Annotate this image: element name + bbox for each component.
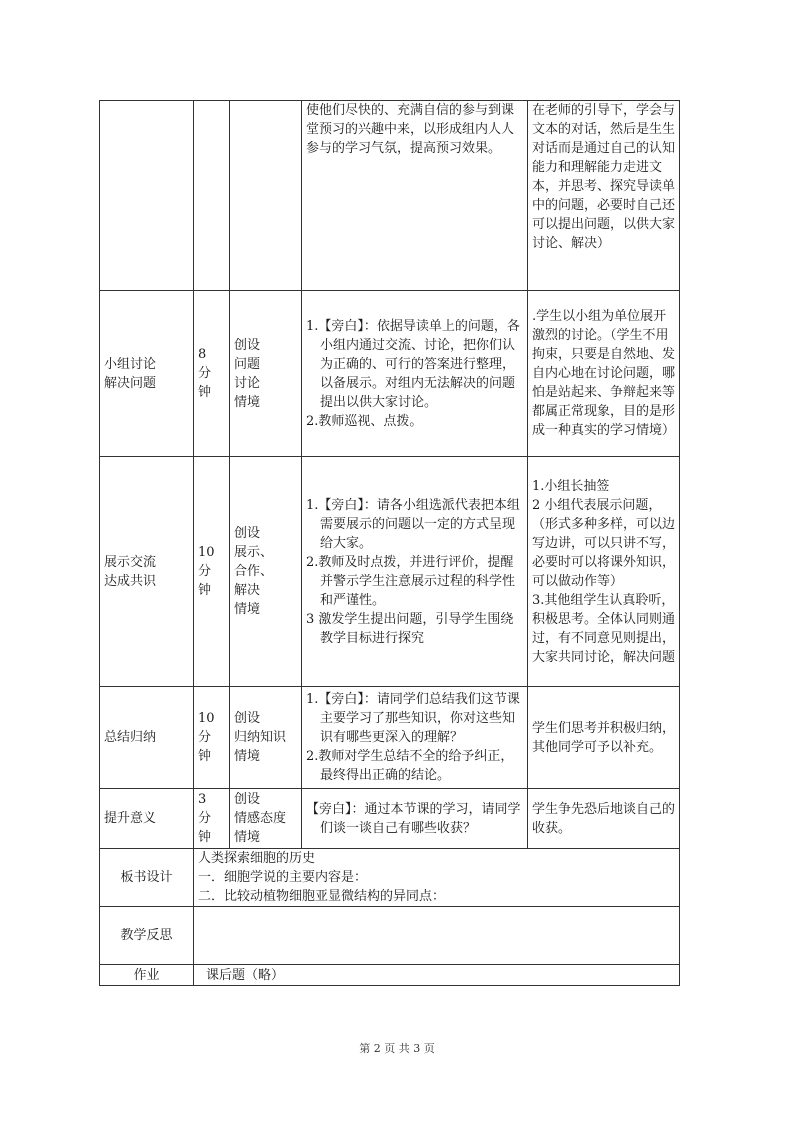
time-cell-text: 10 分 钟 bbox=[198, 545, 215, 598]
student-activity-item: 学生争先恐后地谈自己的收获。 bbox=[532, 801, 676, 836]
lesson-row bbox=[100, 687, 680, 789]
board-line: 二．比较动植物细胞亚显微结构的异同点： bbox=[198, 889, 446, 904]
teacher-activity-item: 2.教师巡视、点拨。 bbox=[306, 413, 423, 429]
teacher-activity-item: 3 激发学生提出问题，引导学生围绕教学目标进行探究 bbox=[306, 611, 514, 646]
teacher-activity-cell bbox=[302, 457, 528, 687]
student-activity-item: 学生们思考并积极归纳，其他同学可予以补充。 bbox=[532, 720, 676, 755]
lesson-plan-table bbox=[99, 100, 680, 986]
phase-cell-text: 提升意义 bbox=[104, 811, 157, 826]
time-cell bbox=[194, 291, 230, 457]
method-cell-text: 创设 情感态度 情境 bbox=[234, 792, 287, 845]
student-activity-item: 1.小组长抽签 bbox=[532, 478, 610, 494]
board-design-label: 板书设计 bbox=[100, 849, 194, 907]
method-cell-text: 创设 展示、 合作、 解决 情境 bbox=[234, 526, 274, 617]
phase-cell bbox=[100, 457, 194, 687]
page-footer: 第 2 页 共 3 页 bbox=[359, 1042, 435, 1055]
student-activity-cell bbox=[528, 687, 680, 789]
teacher-activity-item: 1.【旁白】：请同学们总结我们这节课主要学习了那些知识，你对这些知识有哪些更深入的理解？ bbox=[306, 692, 520, 745]
phase-cell-text: 总结归纳 bbox=[104, 730, 157, 745]
student-activity-item: 2 小组代表展示问题，（形式多种多样，可以边写边讲，可以只讲不写，必要时可以将课外知识，可以做动作等） bbox=[532, 497, 676, 589]
teacher-activity-item: 1.【旁白】：请各小组选派代表把本组需要展示的问题以一定的方式呈现给大家。 bbox=[306, 497, 520, 551]
phase-cell-text: 展示交流 达成共识 bbox=[104, 554, 157, 589]
method-cell-text: 创设 归纳知识 情境 bbox=[234, 711, 287, 764]
method-cell bbox=[230, 101, 302, 291]
teacher-activity-cell bbox=[302, 291, 528, 457]
board-line: 人类探索细胞的历史 bbox=[198, 851, 316, 866]
reflection-label: 教学反思 bbox=[100, 907, 194, 965]
method-cell bbox=[230, 789, 302, 849]
time-cell-text: 3 分 钟 bbox=[198, 792, 212, 845]
time-cell bbox=[194, 789, 230, 849]
lesson-row bbox=[100, 789, 680, 849]
reflection-row bbox=[100, 907, 680, 965]
phase-cell bbox=[100, 687, 194, 789]
board-design-content bbox=[194, 849, 680, 907]
student-activity-cell bbox=[528, 291, 680, 457]
teacher-activity-item: 【旁白】：通过本节课的学习，请同学们谈一谈自己有哪些收获？ bbox=[306, 801, 521, 836]
time-cell-text: 8 分 钟 bbox=[198, 347, 212, 400]
student-activity-item: .学生以小组为单位展开激烈的讨论。（学生不用拘束，只要是自然地、发自内心地在讨论问题，哪怕是站起来、争辩起来等都属正常现象，目的是形成一种真实的学习情境） bbox=[532, 309, 676, 438]
homework-content: 课后题（略） bbox=[194, 965, 680, 986]
method-cell bbox=[230, 457, 302, 687]
time-cell bbox=[194, 101, 230, 291]
reflection-content bbox=[194, 907, 680, 965]
teacher-activity-item: 2.教师对学生总结不全的给予纠正，最终得出正确的结论。 bbox=[306, 749, 514, 783]
student-activity-item: 3.其他组学生认真聆听，积极思考。全体认同则通过，有不同意见则提出，大家共同讨论，解决问题 bbox=[532, 592, 676, 665]
student-activity-cell bbox=[528, 457, 680, 687]
phase-cell-text: 小组讨论 解决问题 bbox=[104, 356, 157, 391]
teacher-activity-cell bbox=[302, 101, 528, 291]
phase-cell bbox=[100, 789, 194, 849]
teacher-activity-cell bbox=[302, 789, 528, 849]
homework-row bbox=[100, 965, 680, 986]
student-activity-cell bbox=[528, 789, 680, 849]
lesson-row bbox=[100, 457, 680, 687]
lesson-row bbox=[100, 291, 680, 457]
teacher-activity-item: 2.教师及时点拨，并进行评价，提醒并警示学生注意展示过程的科学性和严谨性。 bbox=[306, 554, 516, 608]
phase-cell bbox=[100, 101, 194, 291]
student-activity-cell bbox=[528, 101, 680, 291]
method-cell bbox=[230, 687, 302, 789]
homework-label: 作业 bbox=[100, 965, 194, 986]
lesson-row bbox=[100, 101, 680, 291]
board-line: 一．细胞学说的主要内容是： bbox=[198, 870, 368, 885]
method-cell-text: 创设 问题 讨论 情境 bbox=[234, 337, 261, 410]
phase-cell bbox=[100, 291, 194, 457]
method-cell bbox=[230, 291, 302, 457]
time-cell bbox=[194, 687, 230, 789]
board-design-row bbox=[100, 849, 680, 907]
teacher-activity-item: 1.【旁白】：依据导读单上的问题，各小组内通过交流、讨论，把你们认为正确的、可行的答案进行整理，以备展示。对组内无法解决的问题提出以供大家讨论。 bbox=[306, 318, 520, 410]
teacher-activity-cell bbox=[302, 687, 528, 789]
lesson-rows bbox=[100, 101, 680, 849]
student-activity-item: 在老师的引导下，学会与文本的对话，然后是生生对话而是通过自己的认知能力和理解能力走进文本，并思考、探究导读单中的问题，必要时自己还可以提出问题，以供大家讨论、解决） bbox=[532, 103, 676, 251]
time-cell bbox=[194, 457, 230, 687]
time-cell-text: 10 分 钟 bbox=[198, 711, 215, 764]
teacher-activity-item: 使他们尽快的、充满自信的参与到课堂预习的兴趣中来，以形成组内人人参与的学习气氛，提高预习效果。 bbox=[306, 103, 515, 156]
